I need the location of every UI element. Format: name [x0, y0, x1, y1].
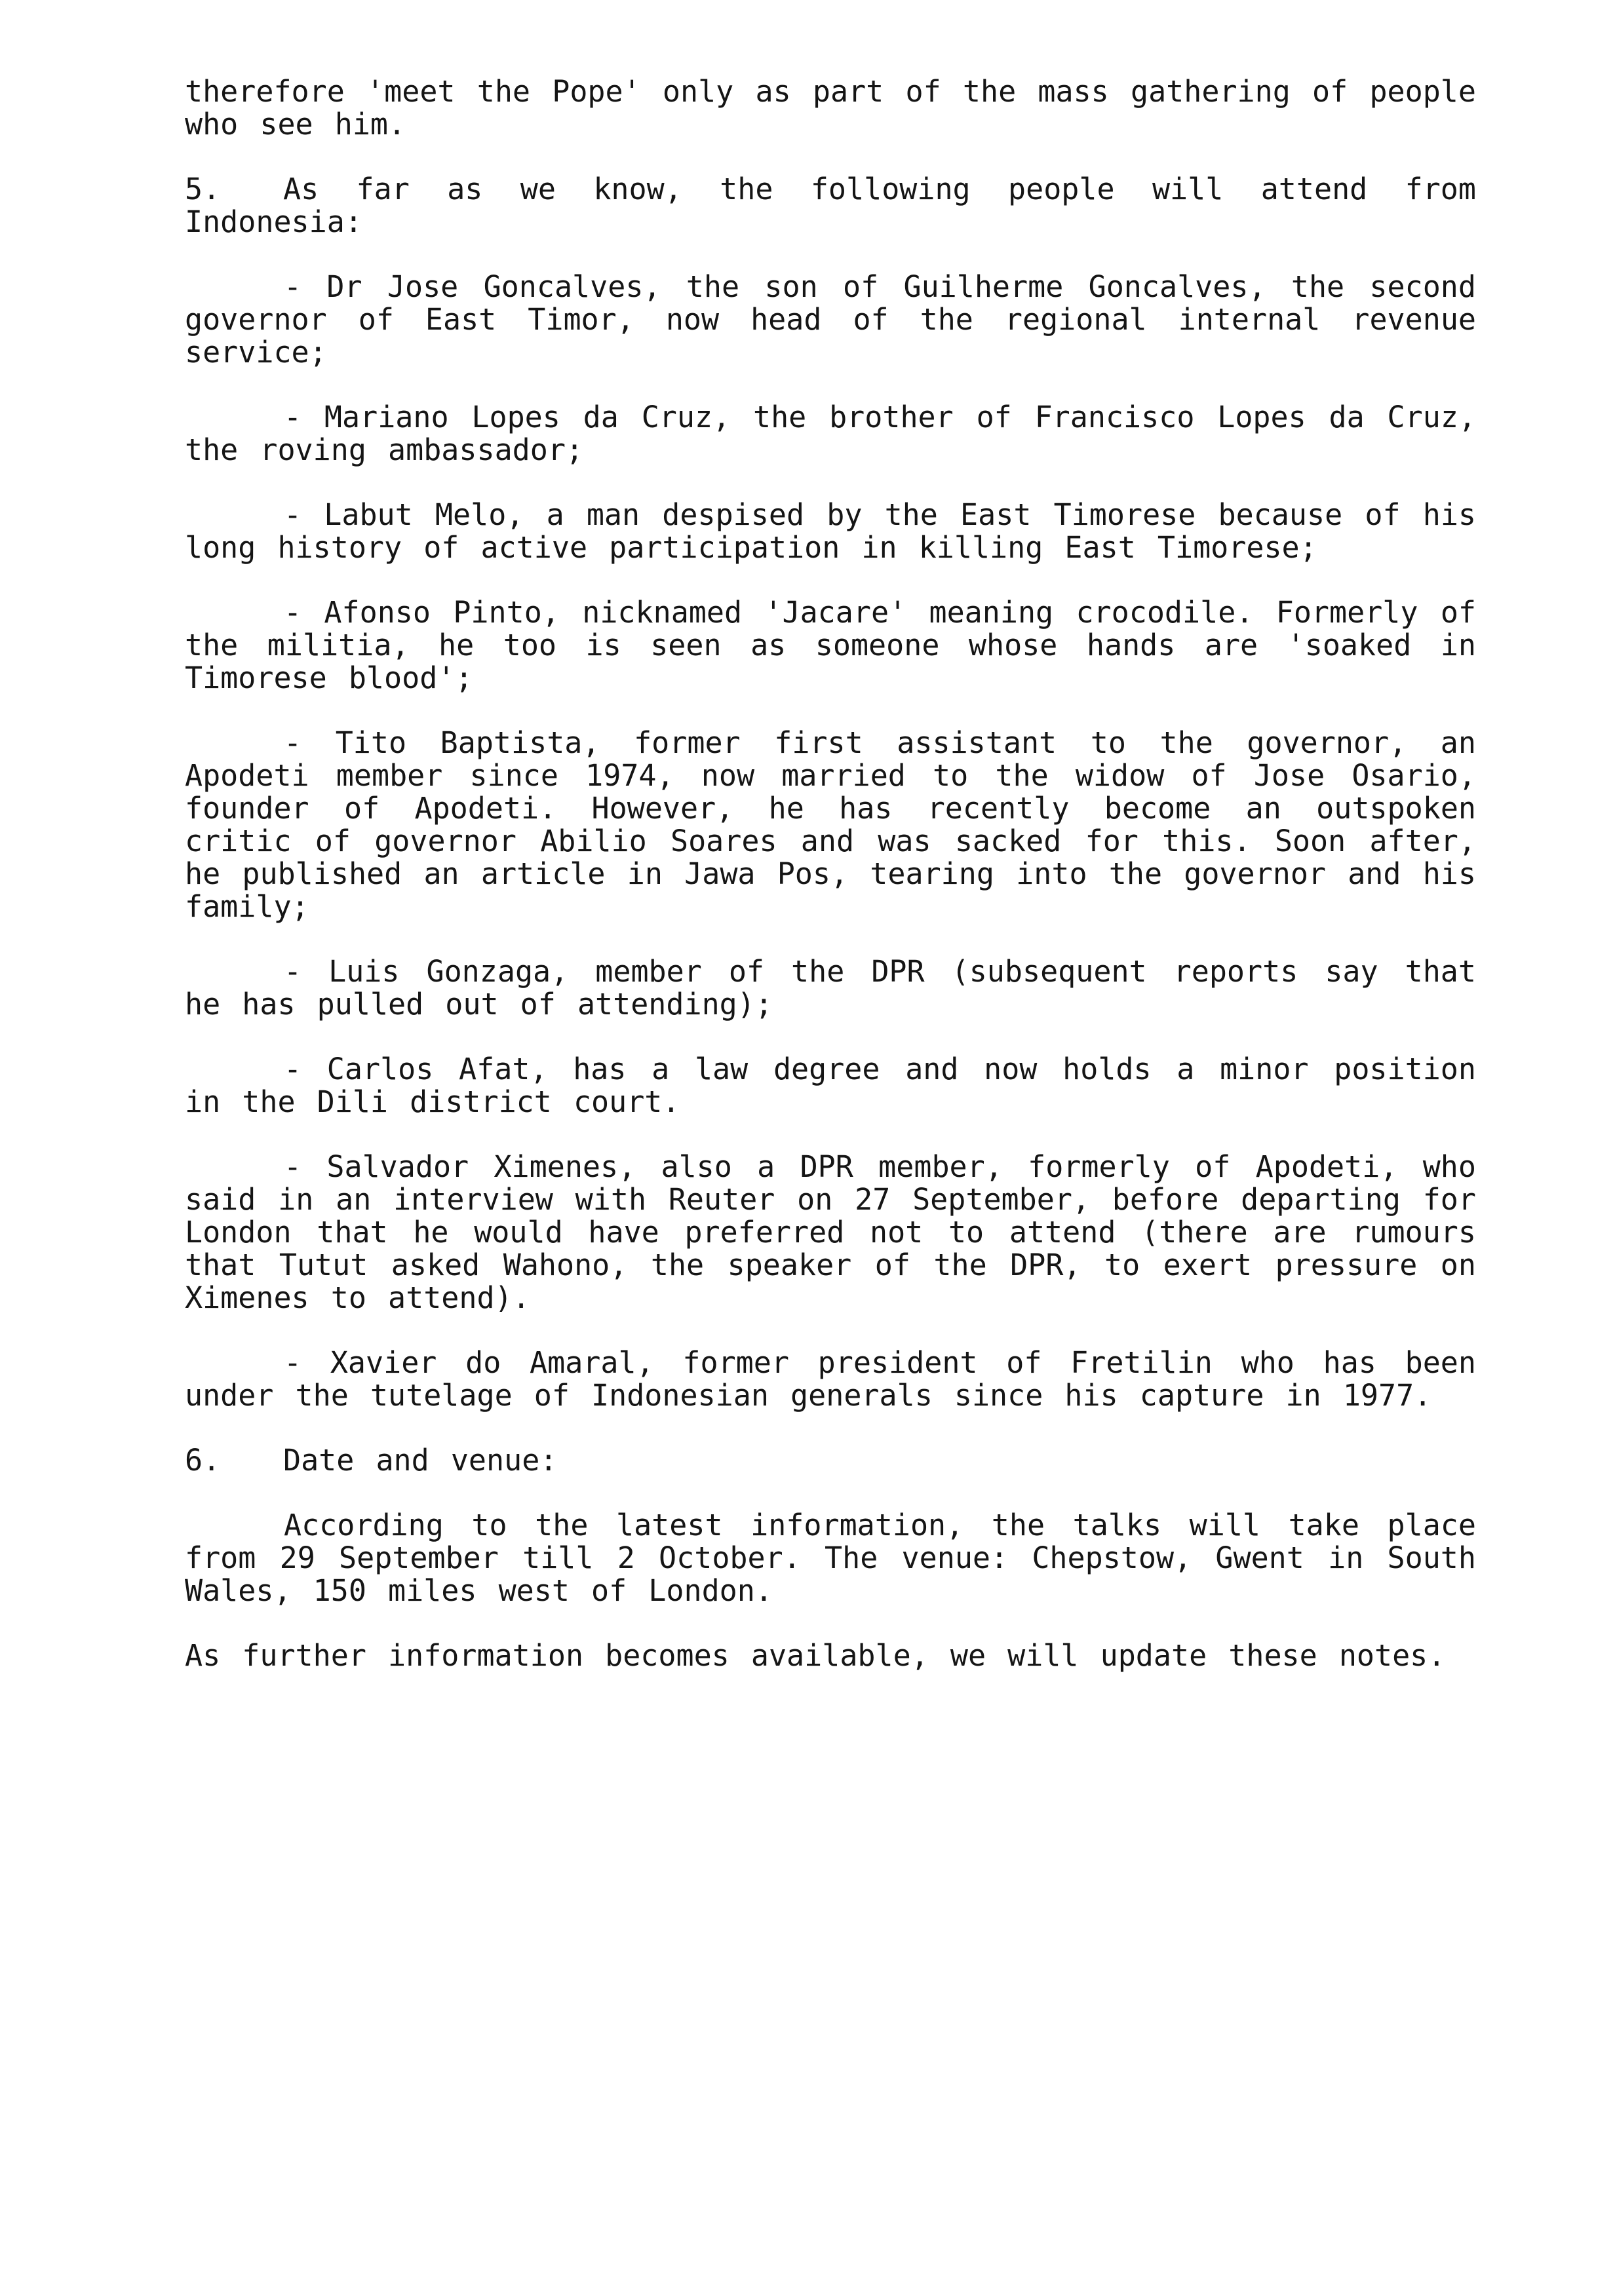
section-6-number: 6. — [185, 1443, 221, 1478]
section-6-heading-text: Date and venue: — [283, 1443, 558, 1478]
section-5-heading — [185, 173, 1476, 239]
document-page — [185, 75, 1476, 1672]
attendee-item: - Afonso Pinto, nicknamed 'Jacare' meaning crocodile. Formerly of the militia, he too is seen as someone whose hands are 'soaked in Timorese blood'; — [185, 595, 1476, 695]
attendee-item: - Dr Jose Goncalves, the son of Guilherme Goncalves, the second governor of East Timor, now head of the regional internal revenue service; — [185, 269, 1476, 370]
attendee-item: - Tito Baptista, former first assistant to the governor, an Apodeti member since 1974, now married to the widow of Jose Osario, founder of Apodeti. However, he has recently become an outspoken critic of governor Abilio Soares and was sacked for this. Soon after, he published an article in Jawa Pos, tearing into the governor and his family; — [185, 725, 1476, 924]
section-6-heading — [185, 1444, 1476, 1477]
attendee-item: - Carlos Afat, has a law degree and now holds a minor position in the Dili district court. — [185, 1052, 1476, 1119]
attendee-item: - Luis Gonzaga, member of the DPR (subsequent reports say that he has pulled out of attending); — [185, 954, 1476, 1022]
attendee-item: - Labut Melo, a man despised by the East Timorese because of his long history of active participation in killing East Timorese; — [185, 497, 1476, 565]
attendee-item: - Mariano Lopes da Cruz, the brother of Francisco Lopes da Cruz, the roving ambassador; — [185, 400, 1476, 467]
section-5-heading-text: As far as we know, the following people will attend from Indonesia: — [185, 172, 1476, 239]
attendee-item: - Xavier do Amaral, former president of Fretilin who has been under the tutelage of Indonesian generals since his capture in 1977. — [185, 1345, 1476, 1413]
section-6-body: According to the latest information, the talks will take place from 29 September till 2 October. The venue: Chepstow, Gwent in South Wales, 150 miles west of London. — [185, 1508, 1476, 1608]
attendee-item: - Salvador Ximenes, also a DPR member, formerly of Apodeti, who said in an interview with Reuter on 27 September, before departing for London that he would have preferred not to attend (there are rumours that Tutut asked Wahono, the speaker of the DPR, to exert pressure on Ximenes to attend). — [185, 1149, 1476, 1315]
section-5-number: 5. — [185, 172, 221, 206]
closing-paragraph: As further information becomes available, we will update these notes. — [185, 1638, 1446, 1673]
intro-paragraph: therefore 'meet the Pope' only as part of the mass gathering of people who see him. — [185, 74, 1476, 142]
